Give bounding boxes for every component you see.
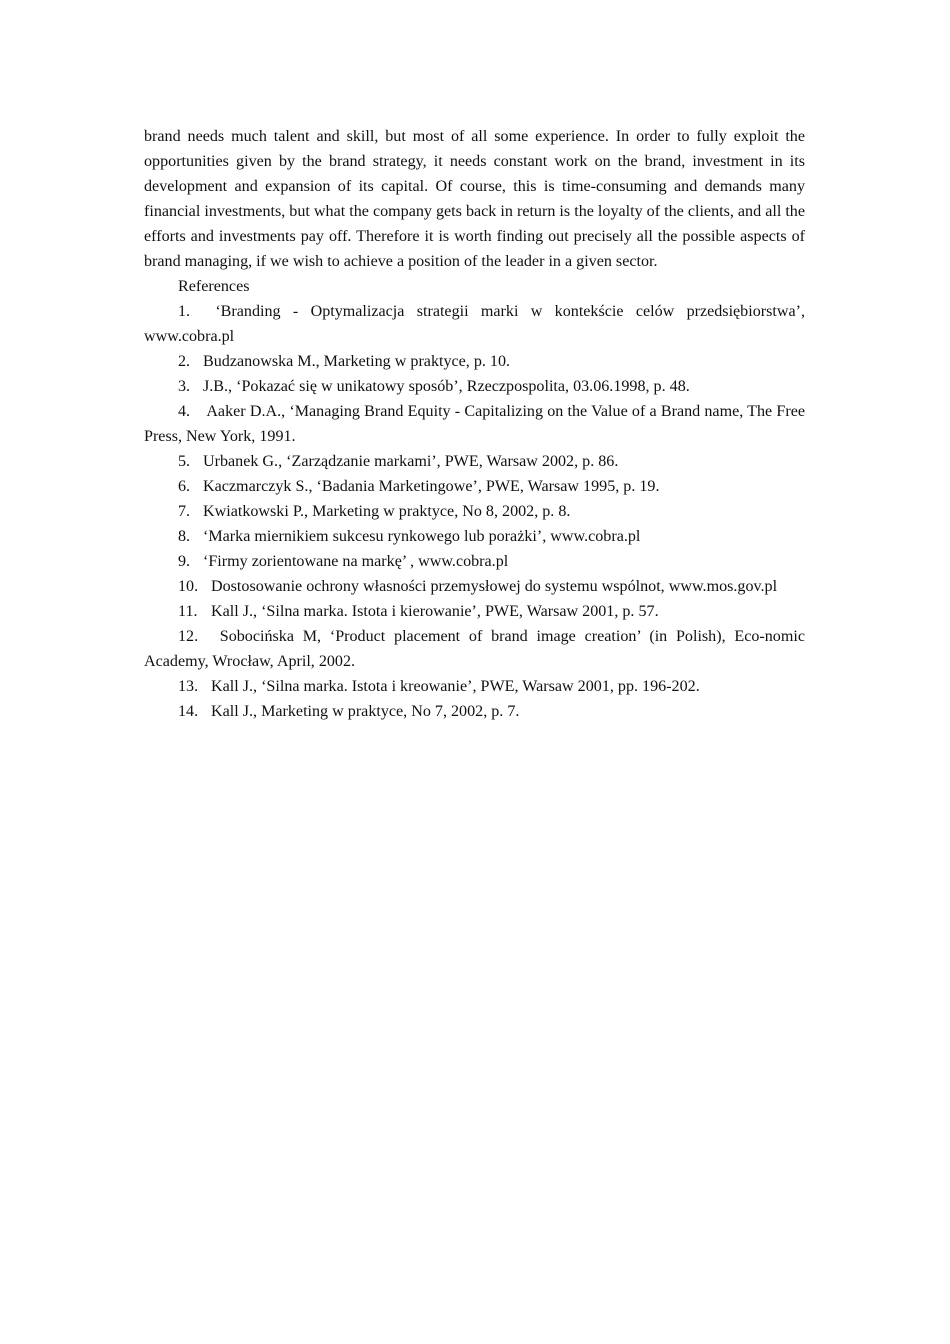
reference-number: 7. bbox=[178, 503, 191, 520]
reference-item bbox=[144, 699, 805, 724]
reference-text: ‘Branding - Optymalizacja strategii marki w kontekście celów przedsiębiorstwa’, www.cobra.pl bbox=[144, 303, 805, 345]
reference-item bbox=[144, 449, 805, 474]
reference-number: 8. bbox=[178, 528, 191, 545]
reference-number: 13. bbox=[178, 678, 199, 695]
reference-item bbox=[144, 599, 805, 624]
reference-text: Kaczmarczyk S., ‘Badania Marketingowe’, PWE, Warsaw 1995, p. 19. bbox=[203, 478, 660, 495]
reference-number: 1. bbox=[178, 303, 191, 320]
reference-text: Sobocińska M, ‘Product placement of brand image creation’ (in Polish), Eco-nomic Academy, Wrocław, April, 2002. bbox=[144, 628, 805, 670]
reference-number: 9. bbox=[178, 553, 191, 570]
reference-item bbox=[144, 474, 805, 499]
reference-text: J.B., ‘Pokazać się w unikatowy sposób’, Rzeczpospolita, 03.06.1998, p. 48. bbox=[203, 378, 690, 395]
reference-number: 4. bbox=[178, 403, 191, 420]
reference-item bbox=[144, 549, 805, 574]
reference-item bbox=[144, 299, 805, 349]
reference-text: Kall J., Marketing w praktyce, No 7, 2002, p. 7. bbox=[211, 703, 520, 720]
reference-item bbox=[144, 349, 805, 374]
reference-number: 5. bbox=[178, 453, 191, 470]
reference-text: Budzanowska M., Marketing w praktyce, p. 10. bbox=[203, 353, 511, 370]
reference-text: Kwiatkowski P., Marketing w praktyce, No 8, 2002, p. 8. bbox=[203, 503, 571, 520]
reference-item bbox=[144, 624, 805, 674]
reference-item bbox=[144, 374, 805, 399]
reference-item bbox=[144, 499, 805, 524]
reference-number: 14. bbox=[178, 703, 199, 720]
reference-number: 6. bbox=[178, 478, 191, 495]
reference-text: ‘Marka miernikiem sukcesu rynkowego lub porażki’, www.cobra.pl bbox=[203, 528, 641, 545]
references-list bbox=[144, 299, 805, 724]
reference-number: 2. bbox=[178, 353, 191, 370]
reference-number: 10. bbox=[178, 578, 199, 595]
reference-item bbox=[144, 674, 805, 699]
reference-number: 11. bbox=[178, 603, 198, 620]
reference-text: Urbanek G., ‘Zarządzanie markami’, PWE, Warsaw 2002, p. 86. bbox=[203, 453, 619, 470]
reference-text: Kall J., ‘Silna marka. Istota i kierowanie’, PWE, Warsaw 2001, p. 57. bbox=[211, 603, 659, 620]
document-page bbox=[144, 124, 805, 724]
reference-item bbox=[144, 574, 805, 599]
references-heading: References bbox=[178, 278, 250, 295]
reference-number: 3. bbox=[178, 378, 191, 395]
reference-text: Dostosowanie ochrony własności przemysłowej do systemu wspólnot, www.mos.gov.pl bbox=[211, 578, 778, 595]
body-paragraph: brand needs much talent and skill, but most of all some experience. In order to fully exploit the opportunities given by the brand strategy, it needs constant work on the brand, investment in its development and expansion of its capital. Of course, this is time-consuming and demands many financial investments, but what the company gets back in return is the loyalty of the clients, and all the efforts and investments pay off. Therefore it is worth finding out precisely all the possible aspects of brand managing, if we wish to achieve a position of the leader in a given sector. bbox=[144, 128, 805, 270]
reference-number: 12. bbox=[178, 628, 199, 645]
reference-item bbox=[144, 399, 805, 449]
reference-text: ‘Firmy zorientowane na markę’ , www.cobra.pl bbox=[203, 553, 509, 570]
reference-item bbox=[144, 524, 805, 549]
reference-text: Aaker D.A., ‘Managing Brand Equity - Capitalizing on the Value of a Brand name, The Free Press, New York, 1991. bbox=[144, 403, 805, 445]
reference-text: Kall J., ‘Silna marka. Istota i kreowanie’, PWE, Warsaw 2001, pp. 196-202. bbox=[211, 678, 700, 695]
